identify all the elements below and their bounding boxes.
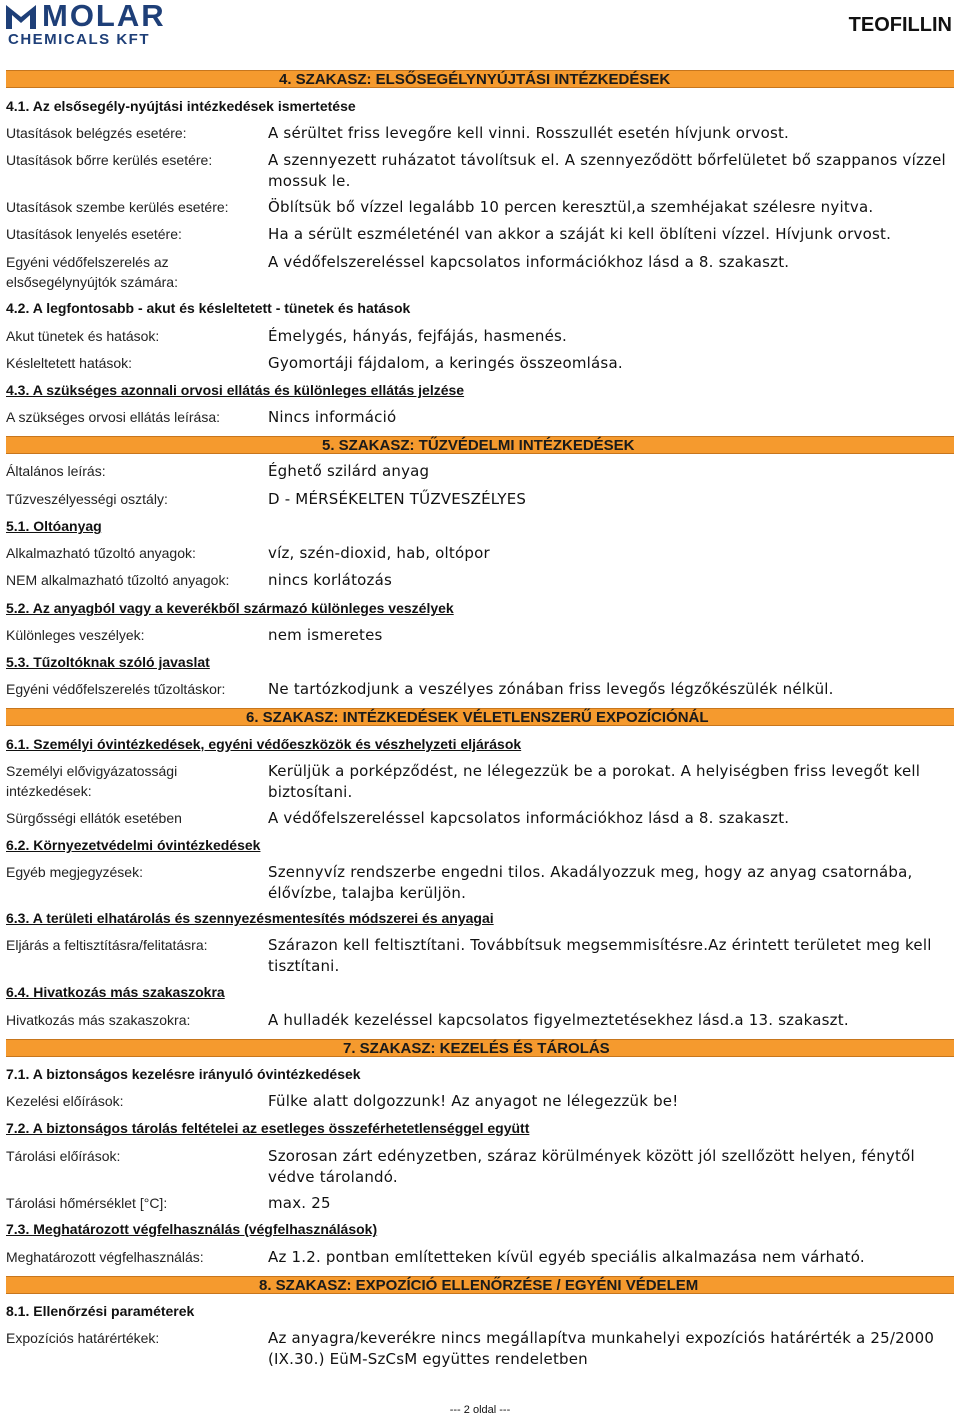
field-label: Általános leírás:	[6, 463, 106, 479]
field-label: Eljárás a feltisztításra/felitatásra:	[6, 937, 208, 953]
field-value: A védőfelszereléssel kapcsolatos információkhoz lásd a 8. szakaszt.	[268, 253, 790, 271]
section-bar-5	[6, 436, 954, 454]
field-value: Fülke alatt dolgozzunk! Az anyagot ne lélegezzük be!	[268, 1092, 679, 1110]
field-value: Szennyvíz rendszerbe engedni tilos. Akadályozzuk meg, hogy az anyag csatornába, élővízbe, talajba kerüljön.	[268, 863, 913, 902]
field-value: A szennyezett ruházatot távolítsuk el. A szennyeződött bőrfelületet bő szappanos vízzel mossuk le.	[268, 151, 946, 190]
field-label: Tárolási előírások:	[6, 1148, 121, 1164]
subsection-8-1: 8.1. Ellenőrzési paraméterek	[6, 1303, 195, 1319]
field-label: Utasítások belégzés esetére:	[6, 125, 187, 141]
subsection-7-2: 7.2. A biztonságos tárolás feltételei az esetleges összeférhetetlenséggel együtt	[6, 1120, 530, 1136]
field-value: nem ismeretes	[268, 626, 383, 644]
field-label: Kezelési előírások:	[6, 1093, 124, 1109]
subsection-6-4: 6.4. Hivatkozás más szakaszokra	[6, 984, 225, 1000]
field-label: Különleges veszélyek:	[6, 627, 145, 643]
field-label: Személyi elővigyázatossági intézkedések:	[6, 763, 178, 799]
field-label: Meghatározott végfelhasználás:	[6, 1249, 204, 1265]
field-label: Tűzveszélyességi osztály:	[6, 491, 168, 507]
document-title: TEOFILLIN	[848, 14, 952, 36]
field-value: A sérültet friss levegőre kell vinni. Rosszullét esetén hívjunk orvost.	[268, 124, 790, 142]
field-value: Ha a sérült eszméleténél van akkor a száját ki kell öblíteni vízzel. Hívjunk orvost.	[268, 225, 892, 243]
field-label: Akut tünetek és hatások:	[6, 328, 160, 344]
subsection-5-1: 5.1. Oltóanyag	[6, 518, 102, 534]
field-value: Émelygés, hányás, fejfájás, hasmenés.	[268, 327, 568, 345]
field-label: A szükséges orvosi ellátás leírása:	[6, 409, 220, 425]
subsection-6-2: 6.2. Környezetvédelmi óvintézkedések	[6, 837, 261, 853]
subsection-5-2: 5.2. Az anyagból vagy a keverékből származó különleges veszélyek	[6, 600, 454, 616]
field-value: Öblítsük bő vízzel legalább 10 percen keresztül,a szemhéjakat szélesre nyitva.	[268, 198, 874, 216]
field-value: max. 25	[268, 1194, 331, 1212]
subsection-7-1: 7.1. A biztonságos kezelésre irányuló óvintézkedések	[6, 1066, 361, 1082]
field-label: Késleltetett hatások:	[6, 355, 133, 371]
field-label: NEM alkalmazható tűzoltó anyagok:	[6, 572, 230, 588]
page-number: --- 2 oldal ---	[449, 1404, 511, 1416]
field-label: Egyéb megjegyzések:	[6, 864, 143, 880]
field-label: Utasítások bőrre kerülés esetére:	[6, 152, 213, 168]
field-value: Kerüljük a porképződést, ne lélegezzük be a porokat. A helyiségben friss levegőt kell biztosítani.	[268, 762, 921, 801]
section-bar-4	[6, 70, 954, 88]
section-title: 7. SZAKASZ: KEZELÉS ÉS TÁROLÁS	[343, 1040, 610, 1057]
field-value: Gyomortáji fájdalom, a keringés összeomlása.	[268, 354, 623, 372]
subsection-6-1: 6.1. Személyi óvintézkedések, egyéni védőeszközök és vészhelyzeti eljárások	[6, 736, 522, 752]
field-label: Egyéni védőfelszerelés az elsősegélynyújtók számára:	[6, 254, 178, 290]
subsection-5-3: 5.3. Tűzoltóknak szóló javaslat	[6, 654, 210, 670]
field-label: Utasítások szembe kerülés esetére:	[6, 199, 229, 215]
field-label: Egyéni védőfelszerelés tűzoltáskor:	[6, 681, 226, 697]
section-title: 5. SZAKASZ: TŰZVÉDELMI INTÉZKEDÉSEK	[322, 437, 635, 454]
subsection-6-3: 6.3. A területi elhatárolás és szennyezésmentesítés módszerei és anyagai	[6, 910, 494, 926]
section-bar-8	[6, 1276, 954, 1294]
field-value: Ne tartózkodjunk a veszélyes zónában friss levegős légzőkészülék nélkül.	[268, 680, 834, 698]
section-bar-7	[6, 1039, 954, 1057]
molar-logo-icon	[6, 3, 36, 29]
field-label: Tárolási hőmérséklet [°C]:	[6, 1195, 168, 1211]
field-value: Az anyagra/keverékre nincs megállapítva munkahelyi expozíciós határérték a 25/2000 (IX.30.) EüM-SzCsM együttes rendeletben	[268, 1329, 935, 1368]
field-value: Éghető szilárd anyag	[268, 462, 430, 480]
field-value: nincs korlátozás	[268, 571, 393, 589]
section-title: 4. SZAKASZ: ELSŐSEGÉLYNYÚJTÁSI INTÉZKEDÉSEK	[279, 71, 671, 88]
field-label: Alkalmazható tűzoltó anyagok:	[6, 545, 196, 561]
logo-subtitle: CHEMICALS KFT	[8, 31, 150, 48]
field-value: Szárazon kell feltisztítani. Továbbítsuk megsemmisítésre.Az érintett területet meg kell tisztítani.	[268, 936, 932, 975]
field-value: Nincs információ	[268, 408, 397, 426]
subsection-4-3: 4.3. A szükséges azonnali orvosi ellátás és különleges ellátás jelzése	[6, 382, 465, 398]
field-value: Szorosan zárt edényzetben, száraz körülmények között jól szellőzött helyen, fénytől védve tárolandó.	[268, 1147, 915, 1186]
section-title: 8. SZAKASZ: EXPOZÍCIÓ ELLENŐRZÉSE / EGYÉNI VÉDELEM	[259, 1277, 699, 1294]
company-logo	[6, 2, 226, 48]
field-value: víz, szén-dioxid, hab, oltópor	[268, 544, 490, 562]
section-bar-6	[6, 708, 954, 726]
field-value: D - MÉRSÉKELTEN TŰZVESZÉLYES	[268, 490, 527, 508]
subsection-7-3: 7.3. Meghatározott végfelhasználás (végfelhasználások)	[6, 1221, 378, 1237]
subsection-4-1: 4.1. Az elsősegély-nyújtási intézkedések ismertetése	[6, 98, 356, 114]
page-header	[0, 0, 960, 60]
field-value: Az 1.2. pontban említetteken kívül egyéb speciális alkalmazása nem várható.	[268, 1248, 865, 1266]
field-label: Expozíciós határértékek:	[6, 1330, 160, 1346]
field-value: A hulladék kezeléssel kapcsolatos figyelmeztetésekhez lásd.a 13. szakaszt.	[268, 1011, 849, 1029]
section-title: 6. SZAKASZ: INTÉZKEDÉSEK VÉLETLENSZERŰ EXPOZÍCIÓNÁL	[246, 709, 709, 726]
field-label: Utasítások lenyelés esetére:	[6, 226, 182, 242]
field-label: Hivatkozás más szakaszokra:	[6, 1012, 191, 1028]
subsection-4-2: 4.2. A legfontosabb - akut és késleltetett - tünetek és hatások	[6, 300, 411, 316]
field-label: Sürgősségi ellátók esetében	[6, 810, 182, 826]
logo-wordmark: MOLAR	[42, 0, 166, 33]
field-value: A védőfelszereléssel kapcsolatos információkhoz lásd a 8. szakaszt.	[268, 809, 790, 827]
